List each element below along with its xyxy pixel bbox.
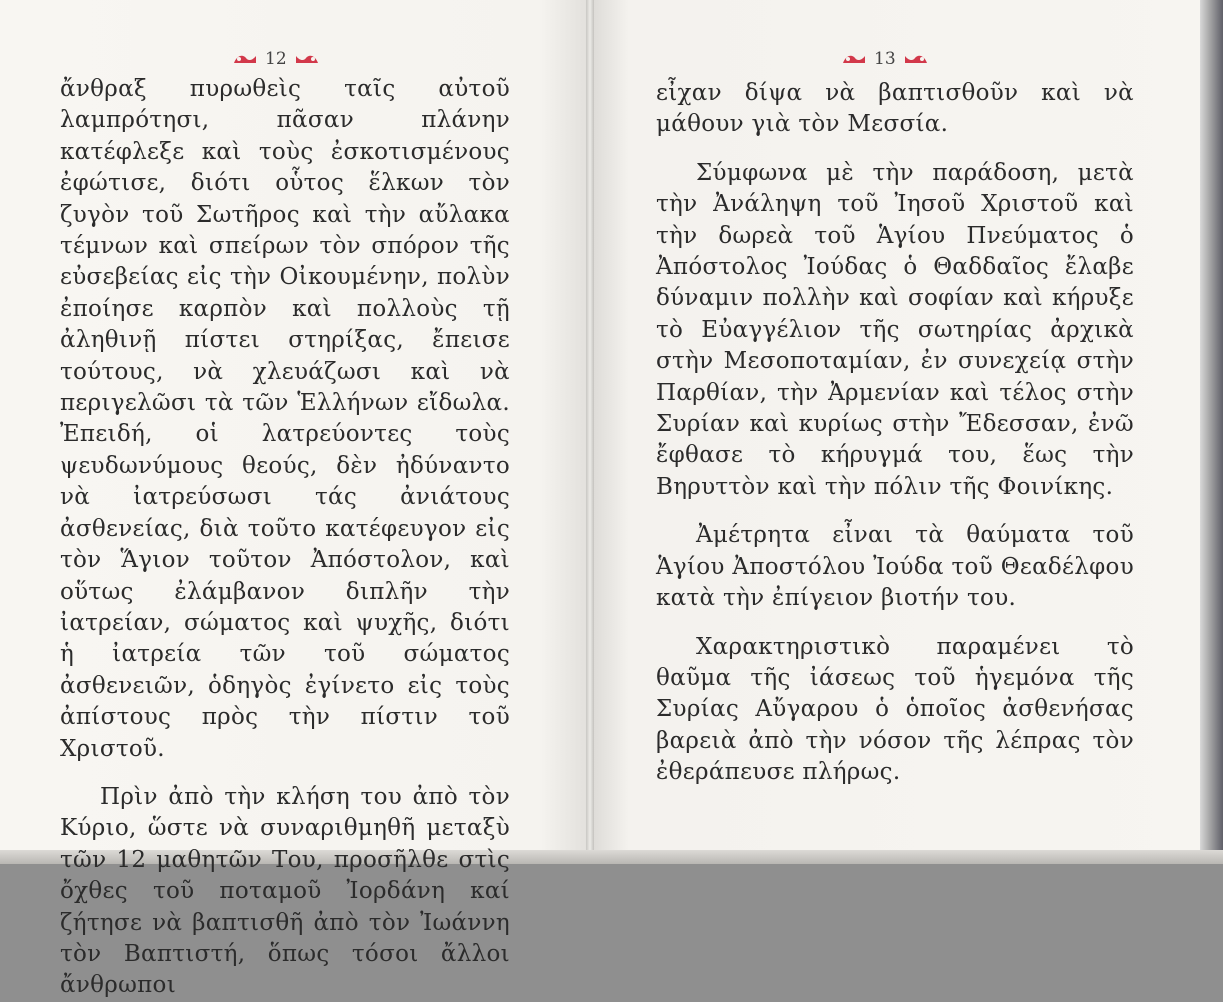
- page-edge: [1200, 0, 1223, 864]
- paragraph: Πρὶν ἀπὸ τὴν κλήση του ἀπὸ τὸν Κύριο, ὥστε νὰ συναριθμηθῆ μεταξὺ τῶν 12 μαθητῶν Του, προσῆλθε στὶς ὄχθες τοῦ ποταμοῦ Ἰορδάνη καί ζήτησε νὰ βαπτισθῆ ἀπὸ τὸν Ἰωάννη τὸν Βαπτιστή, ὅπως τόσοι ἄλλοι ἄνθρωποι: [60, 783, 510, 999]
- paragraph: Χαρακτηριστικὸ παραμένει τὸ θαῦμα τῆς ἰάσεως τοῦ ἡγεμόνα τῆς Συρίας Αὔγαρου ὁ ὁποῖος ἀσθενήσας βαρειὰ ἀπὸ τὴν νόσον τῆς λέπρας τὸν ἐθεράπευσε πλήρως.: [656, 633, 1134, 786]
- right-ornament-icon: [295, 53, 319, 65]
- paragraph: Σύμφωνα μὲ τὴν παράδοση, μετὰ τὴν Ἀνάληψη τοῦ Ἰησοῦ Χριστοῦ καὶ τὴν δωρεὰ τοῦ Ἁγίου Πνεύματος ὁ Ἀπόστολος Ἰούδας ὁ Θαδδαῖος ἔλαβε δύναμιν πολλὴν καὶ σοφίαν καὶ κήρυξε τὸ Εὐαγγέλιον τῆς σωτηρίας ἀρχικὰ στὴν Μεσοποταμίαν, ἐν συνεχείᾳ στὴν Παρθίαν, τὴν Ἀρμενίαν καὶ τέλος στὴν Συρίαν καὶ κυρίως στὴν Ἔδεσσαν, ἐνῶ ἔφθασε τὸ κήρυγμά του, ἕως τὴν Βηρυττὸν καὶ τὴν πόλιν τῆς Φοινίκης.: [656, 159, 1134, 500]
- right-page-text: [656, 78, 1134, 789]
- book-gutter: [586, 0, 594, 864]
- left-ornament-icon: [842, 53, 866, 65]
- page-number-13: 13: [874, 49, 896, 69]
- left-page-number: [233, 46, 319, 72]
- paragraph: Ἀμέτρητα εἶναι τὰ θαύματα τοῦ Ἁγίου Ἀποστόλου Ἰούδα τοῦ Θεαδέλφου κατὰ τὴν ἐπίγειον βιοτήν του.: [656, 522, 1134, 612]
- right-ornament-icon: [904, 53, 928, 65]
- left-ornament-icon: [233, 53, 257, 65]
- right-page-number: [842, 46, 928, 72]
- paragraph: εἶχαν δίψα νὰ βαπτισθοῦν καὶ νὰ μάθουν γιὰ τὸν Μεσσία.: [656, 80, 1134, 138]
- left-page-text: [60, 74, 510, 1002]
- page-number-12: 12: [265, 49, 287, 69]
- paragraph: ἄνθραξ πυρωθεὶς ταῖς αὐτοῦ λαμπρότησι, πᾶσαν πλάνην κατέφλεξε καὶ τοὺς ἐσκοτισμένους ἐφώτισε, διότι οὗτος ἕλκων τὸν ζυγὸν τοῦ Σωτῆρος καὶ τὴν αὔλακα τέμνων καὶ σπείρων τὸν σπόρον τῆς εὐσεβείας εἰς τὴν Οἰκουμένην, πολὺν ἐποίησε καρπὸν καὶ πολλοὺς τῇ ἀληθινῇ πίστει στηρίξας, ἔπεισε τούτους, νὰ χλευάζωσι καὶ νὰ περιγελῶσι τὰ τῶν Ἑλλήνων εἴδωλα. Ἐπειδή, οἱ λατρεύοντες τοὺς ψευδωνύμους θεούς, δὲν ἠδύναντο νὰ ἰατρεύσωσι τάς ἀνιάτους ἀσθενείας, διὰ τοῦτο κατέφευγον εἰς τὸν Ἅγιον τοῦτον Ἀπόστολον, καὶ οὕτως ἐλάμβανον διπλῆν τὴν ἰατρείαν, σώματος καὶ ψυχῆς, διότι ἡ ἰατρεία τῶν τοῦ σώματος ἀσθενειῶν, ὁδηγὸς ἐγίνετο εἰς τοὺς ἀπίστους πρὸς τὴν πίστιν τοῦ Χριστοῦ.: [60, 76, 510, 762]
